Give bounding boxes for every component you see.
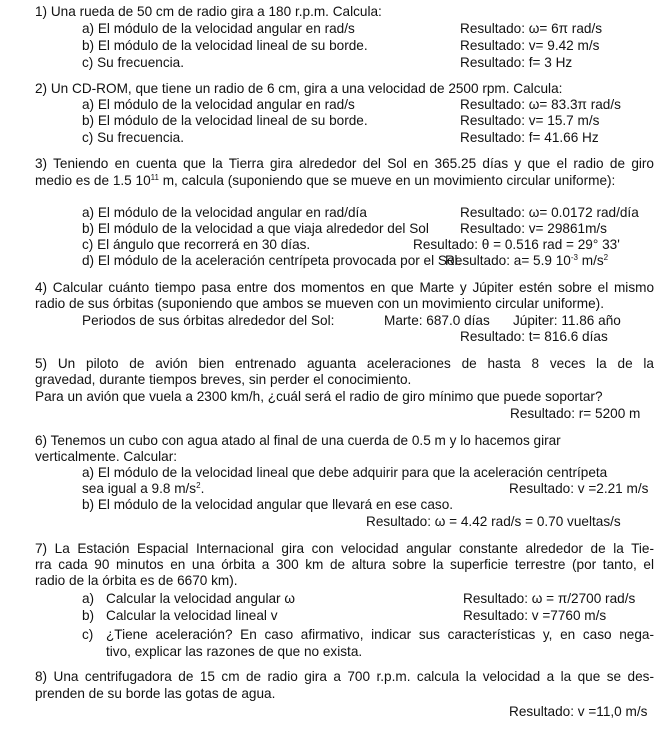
- exponent: 11: [150, 173, 159, 182]
- problem-6-statement-line-2: verticalmente. Calcular:: [35, 449, 178, 464]
- problem-7-part-a: Calcular la velocidad angular ω: [106, 591, 295, 606]
- problem-4-statement-line-2: radio de sus órbitas (suponiendo que ambos se mueven con un movimiento circular uniforme).: [35, 296, 604, 311]
- problem-2-part-c: c) Su frecuencia.: [82, 130, 184, 145]
- problem-3-statement-line-2: medio es de 1.5 $10^{11}$ m, calcula (suponiendo que se mueve en un movimiento circular uniforme):: [35, 173, 616, 188]
- problem-7-part-b-letter: b): [82, 608, 95, 623]
- problem-1-part-a: a) El módulo de la velocidad angular en rad/s: [82, 21, 355, 36]
- problem-4-result: Resultado: t= 816.6 días: [460, 329, 608, 344]
- problem-3-part-a-result: Resultado: ω= 0.0172 rad/día: [460, 205, 639, 220]
- problem-8-result: Resultado: v =11,0 m/s: [509, 704, 648, 719]
- problem-2-part-c-result: Resultado: f= 41.66 Hz: [460, 130, 599, 145]
- problem-5-result: Resultado: r= 5200 m: [510, 406, 641, 421]
- problem-1-part-b-result: Resultado: v= 9.42 m/s: [460, 38, 600, 53]
- problem-7-part-a-result: Resultado: ω = π/2700 rad/s: [463, 591, 636, 606]
- problem-3-part-b: b) El módulo de la velocidad a que viaja alrededor del Sol: [82, 221, 429, 236]
- problem-6-part-a-result: Resultado: v =2.21 m/s: [509, 481, 649, 496]
- problem-3-part-d: d) El módulo de la aceleración centrípeta provocada por el Sol.: [82, 253, 462, 268]
- problem-6-part-a-line-2: sea igual a 9.8 $m/s^2$.: [82, 481, 205, 496]
- problem-6-part-b-result: Resultado: ω = 4.42 rad/s = 0.70 vueltas/s: [366, 514, 621, 529]
- problem-7-part-a-letter: a): [82, 591, 95, 606]
- problem-2-statement: 2) Un CD-ROM, que tiene un radio de 6 cm, gira a una velocidad de 2500 rpm. Calcula:: [35, 81, 563, 96]
- problem-6-statement-line-1: 6) Tenemos un cubo con agua atado al final de una cuerda de 0.5 m y lo hacemos girar: [35, 433, 561, 448]
- problem-7-statement-line-2: rra cada 90 minutos en una órbita a 300 km de altura sobre la superficie terrestre (por tanto, el: [35, 557, 654, 572]
- problem-7-statement-line-3: radio de la órbita es de 6670 km).: [35, 573, 238, 588]
- problem-4-statement-line-1: 4) Calcular cuánto tiempo pasa entre dos momentos en que Marte y Júpiter estén sobre el mismo: [35, 280, 654, 295]
- problem-7-part-b-result: Resultado: v =7760 m/s: [463, 608, 607, 623]
- problem-3-part-d-result: Resultado: a= 5.9 $10^{-3}$ $m/s^2$: [445, 253, 609, 268]
- problem-1-part-c-result: Resultado: f= 3 Hz: [460, 55, 573, 70]
- problem-8-statement-line-2: prenden de su borde las gotas de agua.: [35, 686, 276, 701]
- problem-1-part-c: c) Su frecuencia.: [82, 55, 184, 70]
- problem-1-part-b: b) El módulo de la velocidad lineal de su borde.: [82, 38, 368, 53]
- problem-2-part-a-result: Resultado: ω= 83.3π rad/s: [460, 97, 621, 112]
- problem-4-mars-period: Marte: 687.0 días: [384, 313, 490, 328]
- problem-2-part-b-result: Resultado: v= 15.7 m/s: [460, 113, 600, 128]
- problem-6-part-a-line-1: a) El módulo de la velocidad lineal que debe adquirir para que la aceleración centrípeta: [82, 465, 608, 480]
- problem-8-statement-line-1: 8) Una centrifugadora de 15 cm de radio gira a 700 r.p.m. calcula la velocidad a la que se des-: [35, 669, 654, 684]
- problem-2-part-b: b) El módulo de la velocidad lineal de su borde.: [82, 113, 368, 128]
- problem-1-statement: 1) Una rueda de 50 cm de radio gira a 180 r.p.m. Calcula:: [35, 4, 382, 19]
- problem-3-part-b-result: Resultado: v= 29861m/s: [460, 221, 607, 236]
- problem-3-part-c: c) El ángulo que recorrerá en 30 días.: [82, 237, 311, 252]
- problem-5-statement-line-2: gravedad, durante tiempos breves, sin perder el conocimiento.: [35, 372, 412, 387]
- problem-1-part-a-result: Resultado: ω= 6π rad/s: [460, 21, 603, 36]
- problem-3-part-c-result: Resultado: θ = 0.516 rad = 29° 33': [413, 237, 620, 252]
- problem-7-part-c-letter: c): [82, 627, 94, 642]
- problem-4-jupiter-period: Júpiter: 11.86 año: [513, 313, 621, 328]
- problem-5-statement-line-3: Para un avión que vuela a 2300 km/h, ¿cuál será el radio de giro mínimo que puede soportar?: [35, 389, 603, 404]
- problem-7-part-c-line-1: ¿Tiene aceleración? En caso afirmativo, indicar sus características y, en caso nega-: [106, 627, 654, 642]
- problem-7-statement-line-1: 7) La Estación Espacial Internacional gira con velocidad angular constante alrededor de la Tie-: [35, 541, 654, 556]
- problem-2-part-a: a) El módulo de la velocidad angular en rad/s: [82, 97, 355, 112]
- problem-7-part-b: Calcular la velocidad lineal v: [106, 608, 278, 623]
- problem-7-part-c-line-2: tivo, explicar las razones de que no exista.: [106, 644, 363, 659]
- problem-4-periods-label: Periodos de sus órbitas alrededor del Sol:: [82, 313, 335, 328]
- problem-6-part-b: b) El módulo de la velocidad angular que llevará en ese caso.: [82, 497, 454, 512]
- problem-5-statement-line-1: 5) Un piloto de avión bien entrenado aguanta aceleraciones de hasta 8 veces la de la: [35, 356, 654, 371]
- problem-3-statement-line-1: 3) Teniendo en cuenta que la Tierra gira alrededor del Sol en 365.25 días y que el radio de giro: [35, 156, 654, 171]
- problem-3-part-a: a) El módulo de la velocidad angular en rad/día: [82, 205, 367, 220]
